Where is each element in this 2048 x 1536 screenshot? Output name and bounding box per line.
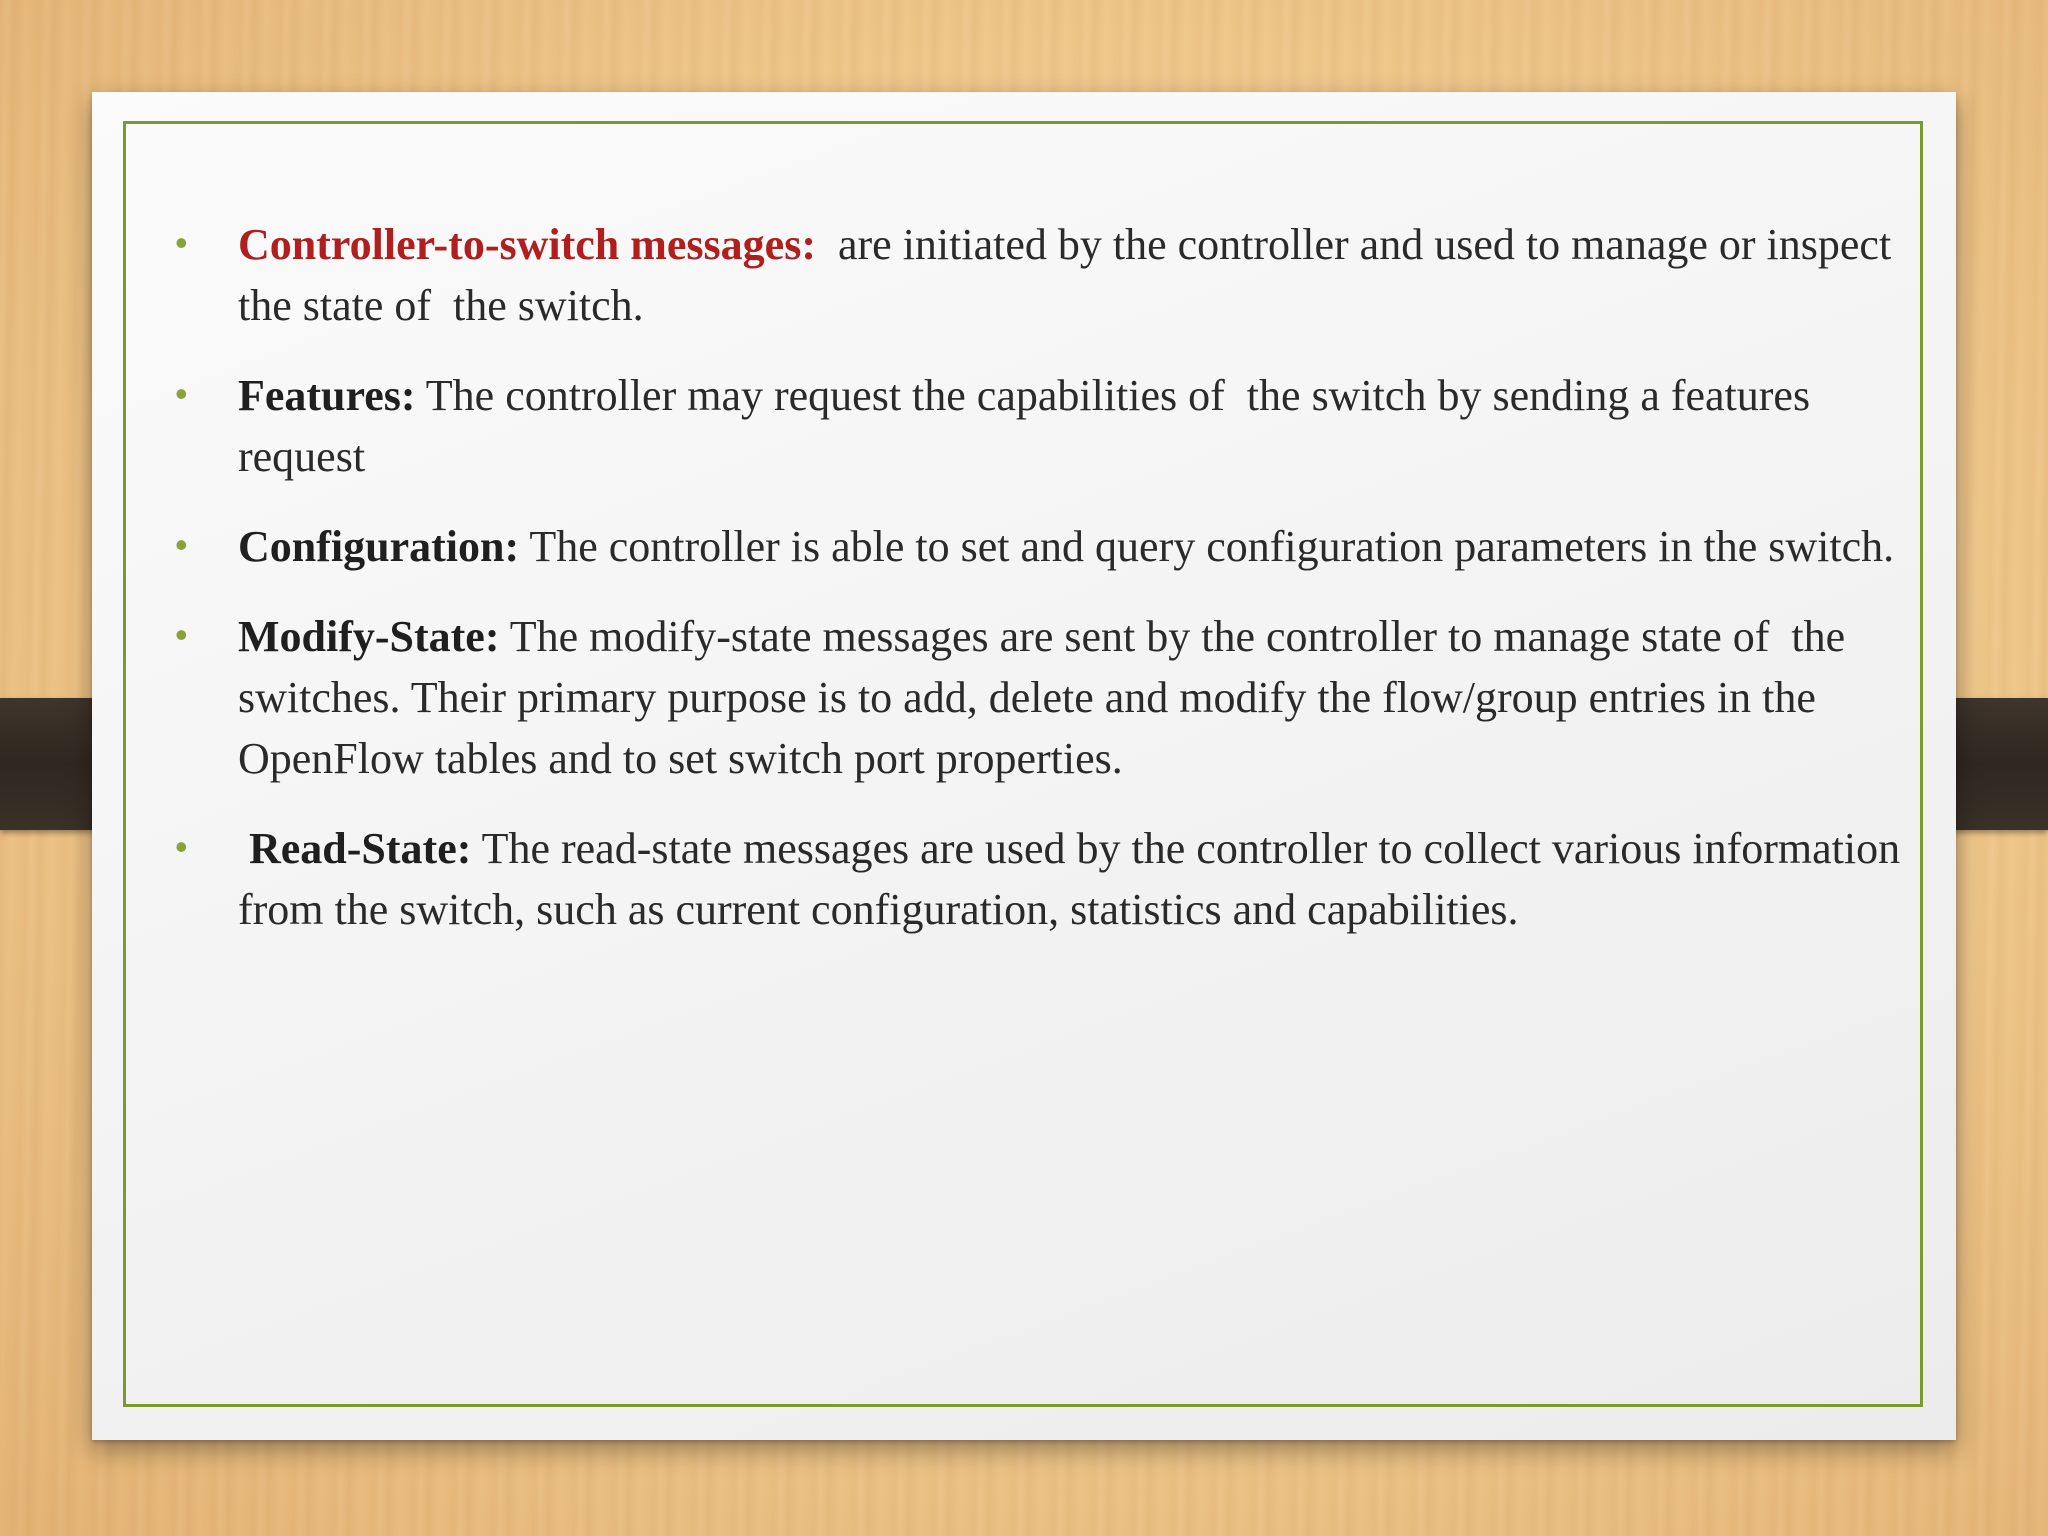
bullet-term: Features: bbox=[238, 371, 416, 420]
bullet-dot-icon: • bbox=[175, 826, 188, 867]
bullet-text: The controller is able to set and query configuration parameters in the switch. bbox=[519, 522, 1895, 571]
bullet-dot-icon: • bbox=[175, 614, 188, 655]
bullet-read-state bbox=[175, 818, 1938, 940]
bullet-text: are initiated by the controller and used to manage or inspect the state of the switch. bbox=[238, 220, 1903, 330]
bullet-dot-icon: • bbox=[175, 222, 188, 263]
bullet-term: Modify-State: bbox=[238, 612, 500, 661]
bullet-text: The read-state messages are used by the controller to collect various information from the switch, such as current configuration, statistics and capabilities. bbox=[238, 824, 1912, 934]
slide-paper bbox=[92, 92, 1956, 1440]
bullet-features bbox=[175, 365, 1938, 487]
bullet-modify-state bbox=[175, 606, 1938, 789]
bullet-text: The controller may request the capabilities of the switch by sending a features request bbox=[238, 371, 1822, 481]
bullet-dot-icon: • bbox=[175, 373, 188, 414]
bullet-controller-to-switch bbox=[175, 214, 1938, 336]
bullet-term: Read-State: bbox=[238, 824, 472, 873]
bullet-term: Configuration: bbox=[238, 522, 520, 571]
bullet-configuration bbox=[175, 516, 1938, 577]
bullet-term: Controller-to-switch messages: bbox=[238, 220, 816, 269]
bullet-list bbox=[175, 214, 1938, 969]
bullet-dot-icon: • bbox=[175, 524, 188, 565]
bullet-text: The modify-state messages are sent by the controller to manage state of the switches. Their primary purpose is to add, delete and modify the flow/group entries in the OpenFlow tables and to set switch port properties. bbox=[238, 612, 1857, 783]
